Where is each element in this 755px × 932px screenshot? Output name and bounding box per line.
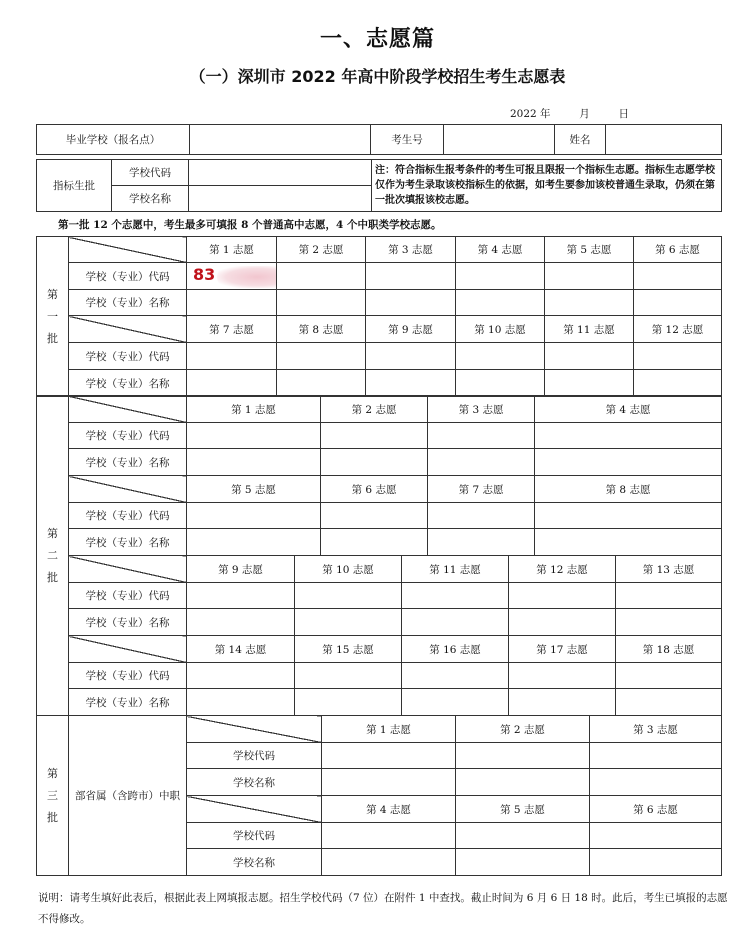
choice-header: 第 4 志愿 [456,237,545,263]
choice-header: 第 2 志愿 [277,237,366,263]
batch3-category: 部省属（含跨市）中职 [69,716,187,876]
choice-name-field[interactable] [535,449,722,476]
name-row-label: 学校（专业）名称 [69,290,187,316]
choice-name-field[interactable] [187,370,277,397]
choice-code-field[interactable] [187,423,321,449]
choice-name-field[interactable] [509,609,616,636]
diagonal-header-cell [69,556,187,583]
code-row-label: 学校代码 [187,743,322,769]
name-row-label: 学校（专业）名称 [69,609,187,636]
quota-code-label: 学校代码 [112,160,189,186]
choice-name-field[interactable] [321,529,428,556]
choice-code-field[interactable] [187,583,295,609]
diagonal-header-cell [69,316,187,343]
choice-code-field[interactable] [321,503,428,529]
choice-code-field[interactable] [456,743,590,769]
graduating-school-field[interactable] [190,125,371,155]
name-row-label: 学校名称 [187,849,322,876]
choice-code-field[interactable] [402,583,509,609]
quota-name-label: 学校名称 [112,186,189,212]
choice-header: 第 12 志愿 [509,556,616,583]
choice-code-field[interactable] [535,503,722,529]
choice-code-field[interactable] [456,343,545,370]
choice-name-field[interactable] [322,849,456,876]
choice-code-field[interactable] [321,423,428,449]
student-name-field[interactable] [606,125,722,155]
choice-header: 第 16 志愿 [402,636,509,663]
batch1-note: 第一批 12 个志愿中，考生最多可填报 8 个普通高中志愿，4 个中职类学校志愿。 [58,219,442,231]
choice-code-field[interactable] [456,823,590,849]
choice-code-field[interactable] [509,583,616,609]
student-info-table [36,124,722,155]
name-row-label: 学校（专业）名称 [69,370,187,397]
choice-header: 第 7 志愿 [428,476,535,503]
code-row-label: 学校（专业）代码 [69,663,187,689]
code-row-label: 学校（专业）代码 [69,343,187,370]
choice-code-field[interactable] [322,743,456,769]
choice-header: 第 17 志愿 [509,636,616,663]
choice-name-field[interactable] [456,769,590,796]
choice-name-field[interactable] [428,449,535,476]
choice-name-field[interactable] [366,290,456,316]
choice-name-field[interactable] [456,370,545,397]
choice-code-field[interactable] [456,263,545,290]
choice-name-field[interactable] [535,529,722,556]
choice-header: 第 6 志愿 [321,476,428,503]
choice-code-field[interactable] [277,343,366,370]
choice-header: 第 10 志愿 [295,556,402,583]
choice-code-field[interactable] [634,343,722,370]
choice-name-field[interactable] [634,290,722,316]
choice-name-field[interactable] [456,849,590,876]
student-name-label: 姓名 [555,125,606,155]
choice-header: 第 2 志愿 [456,716,590,743]
choice-name-field[interactable] [187,529,321,556]
choice-name-field[interactable] [590,769,722,796]
redaction-blur [217,266,276,288]
choice-name-field[interactable] [634,370,722,397]
batch2-table [36,395,722,716]
page-heading: 一、志愿篇 [319,27,435,52]
choice-header: 第 5 志愿 [545,237,634,263]
choice-header: 第 4 志愿 [322,796,456,823]
choice-name-field[interactable] [590,849,722,876]
choice-name-field[interactable] [277,370,366,397]
diagonal-header-cell [187,796,322,823]
choice-name-field[interactable] [322,769,456,796]
choice-name-field[interactable] [616,689,722,716]
choice-code-field[interactable] [545,343,634,370]
choice-name-field[interactable] [456,290,545,316]
choice-code-field[interactable] [295,663,402,689]
footer-note: 说明：请考生填好此表后，根据此表上网填报志愿。招生学校代码（7 位）在附件 1 中查找。截止时间为 6 月 6 日 18 时。此后，考生已填报的志愿不得修改。 [38,892,728,925]
date-month: 月 [579,108,590,120]
choice-code-field[interactable] [428,503,535,529]
choice-name-field[interactable] [187,689,295,716]
choice-code-field[interactable] [187,503,321,529]
choice-code-field[interactable] [590,743,722,769]
choice-header: 第 7 志愿 [187,316,277,343]
choice-name-field[interactable] [295,609,402,636]
date-line [510,106,629,121]
choice-header: 第 11 志愿 [402,556,509,583]
diagonal-header-cell [69,237,187,263]
form-title: （一）深圳市 2022 年高中阶段学校招生考生志愿表 [189,67,566,86]
choice-header: 第 12 志愿 [634,316,722,343]
date-day: 日 [618,108,629,120]
choice-name-field[interactable] [545,370,634,397]
choice-header: 第 1 志愿 [322,716,456,743]
choice-name-field[interactable] [187,290,277,316]
choice-header: 第 1 志愿 [187,237,277,263]
diagonal-header-cell [69,476,187,503]
choice-header: 第 3 志愿 [428,396,535,423]
choice-header: 第 3 志愿 [366,237,456,263]
batch3-table [36,715,722,876]
choice-code-field[interactable] [634,263,722,290]
name-row-label: 学校名称 [187,769,322,796]
choice-code-field[interactable] [428,423,535,449]
code-row-label: 学校代码 [187,823,322,849]
choice-header: 第 15 志愿 [295,636,402,663]
choice-code-field[interactable] [187,343,277,370]
choice-name-field[interactable] [509,689,616,716]
choice-code-field[interactable] [616,583,722,609]
diagonal-header-cell [69,636,187,663]
choice-code-field[interactable] [187,263,277,290]
choice-header: 第 14 志愿 [187,636,295,663]
choice-header: 第 2 志愿 [321,396,428,423]
choice-code-field[interactable] [187,663,295,689]
code-row-label: 学校（专业）代码 [69,583,187,609]
choice-header: 第 13 志愿 [616,556,722,583]
diagonal-header-cell [69,396,187,423]
choice-name-field[interactable] [616,609,722,636]
choice-name-field[interactable] [187,449,321,476]
choice-code-field[interactable] [535,423,722,449]
choice-header: 第 5 志愿 [456,796,590,823]
quota-note: 注：符合指标生报考条件的考生可报且限报一个指标生志愿。指标生志愿学校仅作为考生录取该校指标生的依据，如考生要参加该校普通生录取，仍须在第一批次填报该校志愿。 [372,160,722,212]
choice-code-field[interactable] [295,583,402,609]
choice-header: 第 1 志愿 [187,396,321,423]
date-year: 2022 年 [510,108,551,120]
choice-code-field[interactable] [277,263,366,290]
name-row-label: 学校（专业）名称 [69,689,187,716]
choice-header: 第 6 志愿 [634,237,722,263]
name-row-label: 学校（专业）名称 [69,449,187,476]
choice-name-field[interactable] [295,689,402,716]
choice-code-field[interactable] [366,343,456,370]
diagonal-header-cell [187,716,322,743]
choice-code-field[interactable] [590,823,722,849]
quota-batch-table [36,159,722,212]
choice-name-field[interactable] [428,529,535,556]
choice-code-field[interactable] [509,663,616,689]
quota-code-field[interactable] [189,160,372,186]
batch2-label: 第 二 批 [37,396,69,716]
name-row-label: 学校（专业）名称 [69,529,187,556]
quota-name-field[interactable] [189,186,372,212]
graduating-school-label: 毕业学校（报名点） [37,125,190,155]
choice-header: 第 9 志愿 [187,556,295,583]
choice-code-field[interactable] [545,263,634,290]
choice-header: 第 10 志愿 [456,316,545,343]
choice-header: 第 3 志愿 [590,716,722,743]
batch1-label: 第 一 批 [37,237,69,397]
choice-header: 第 8 志愿 [277,316,366,343]
choice-name-field[interactable] [545,290,634,316]
choice-header: 第 18 志愿 [616,636,722,663]
choice-name-field[interactable] [321,449,428,476]
code-row-label: 学校（专业）代码 [69,503,187,529]
batch1-table [36,236,722,397]
choice-code-field[interactable] [322,823,456,849]
choice-header: 第 11 志愿 [545,316,634,343]
choice-header: 第 9 志愿 [366,316,456,343]
exam-number-label: 考生号 [371,125,444,155]
choice-header: 第 6 志愿 [590,796,722,823]
choice-code-field[interactable] [616,663,722,689]
choice-name-field[interactable] [187,609,295,636]
choice-code-field[interactable] [402,663,509,689]
code-row-label: 学校（专业）代码 [69,263,187,290]
choice-code-field[interactable] [366,263,456,290]
batch3-label: 第 三 批 [37,716,69,876]
choice-header: 第 4 志愿 [535,396,722,423]
exam-number-field[interactable] [444,125,555,155]
choice-name-field[interactable] [366,370,456,397]
first-code-entry: 83 [193,264,216,284]
choice-header: 第 8 志愿 [535,476,722,503]
choice-name-field[interactable] [402,609,509,636]
code-row-label: 学校（专业）代码 [69,423,187,449]
choice-name-field[interactable] [402,689,509,716]
quota-batch-label: 指标生批 [37,160,112,212]
choice-header: 第 5 志愿 [187,476,321,503]
choice-name-field[interactable] [277,290,366,316]
